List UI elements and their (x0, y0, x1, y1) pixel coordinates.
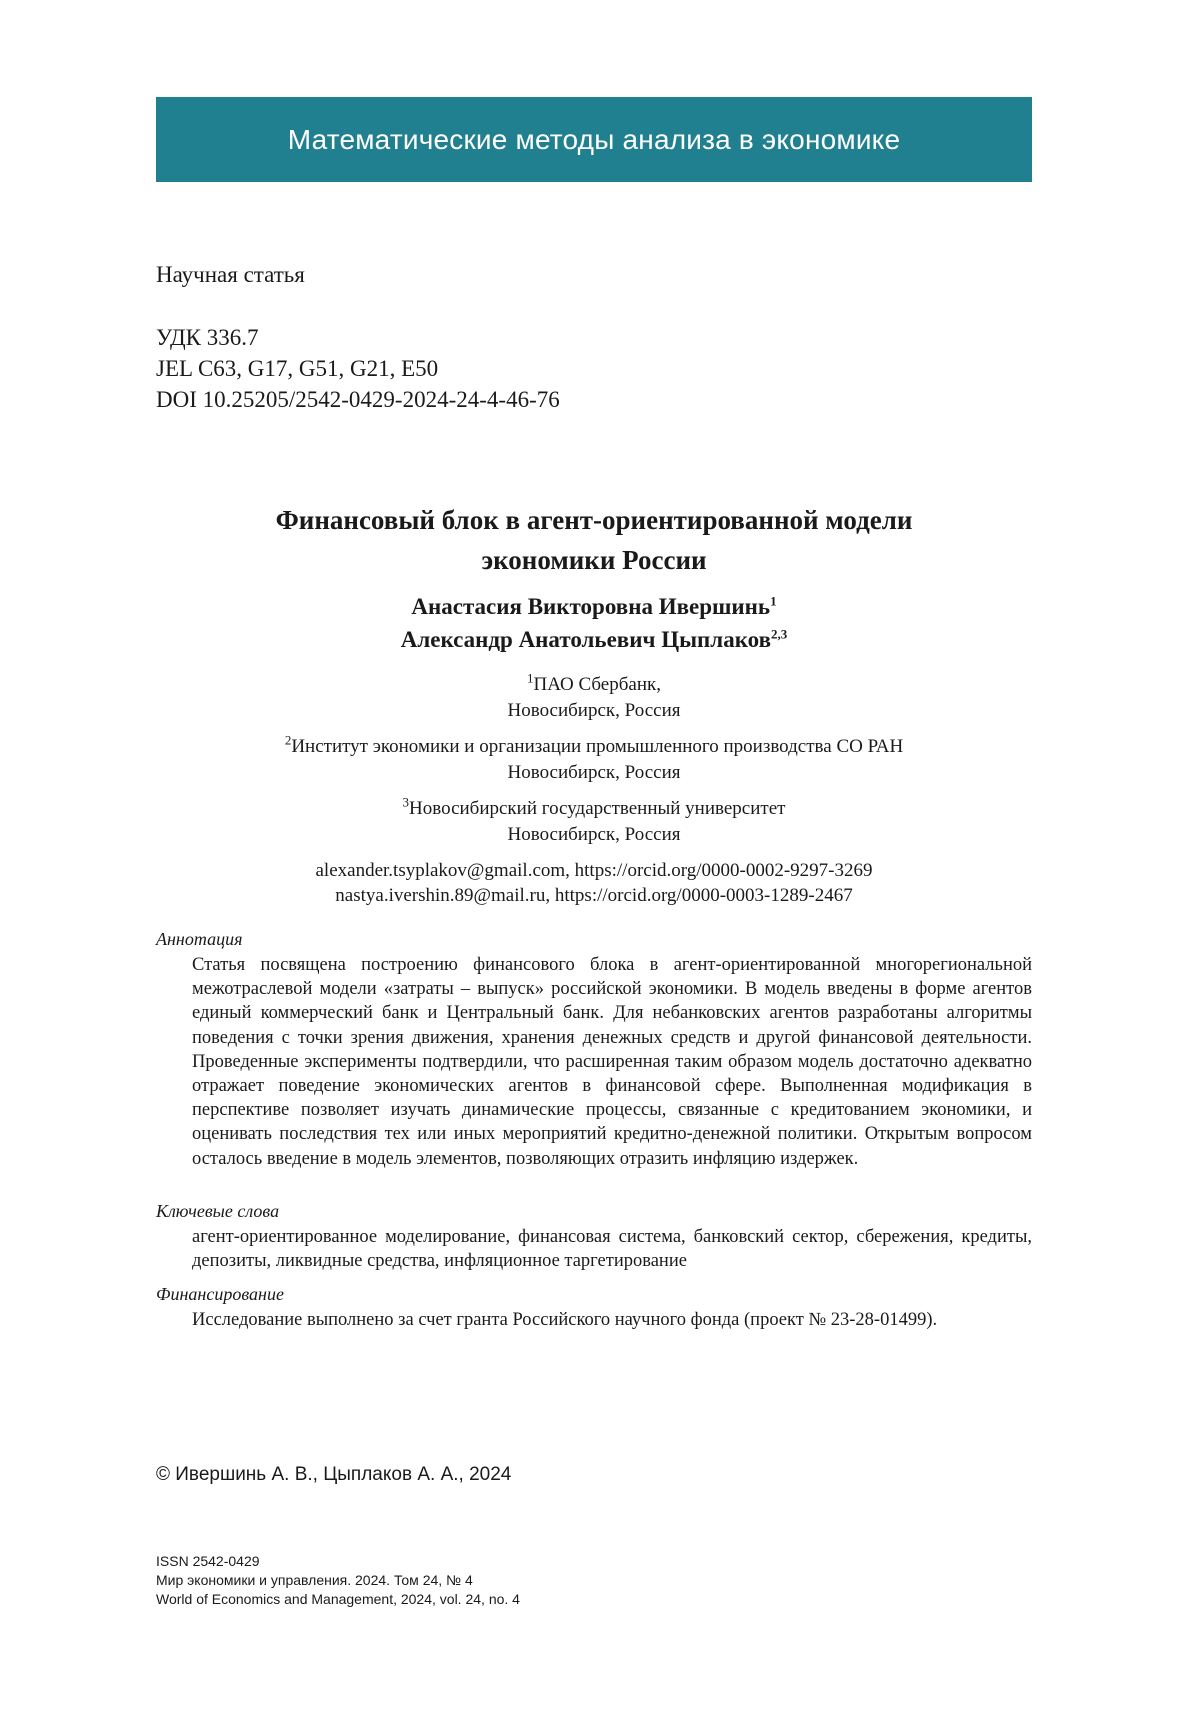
affiliation-3 (156, 796, 1032, 848)
abstract-label: Аннотация (156, 929, 243, 949)
copyright: © Ивершинь А. В., Цыплаков А. А., 2024 (156, 1464, 512, 1485)
affiliation-city: Новосибирск, Россия (507, 700, 681, 721)
jel-codes: JEL C63, G17, G51, G21, E50 (156, 356, 439, 381)
affiliation-number: 1 (527, 670, 534, 686)
keywords-text: агент-ориентированное моделирование, финансовая система, банковский сектор, сбережения, кредиты, депозиты, ликвидные средства, инфляционное таргетирование (192, 1227, 1032, 1272)
abstract-text: Статья посвящена построению финансового блока в агент-ориентированной многорегиональной межотраслевой модели «затраты – выпуск» российской экономики. В модель введены в форме агентов единый коммерческий банк и Центральный банк. Для небанковских агентов разработаны алгоритмы поведения с точки зрения движения, хранения денежных средств и другой финансовой деятельности. Проведенные эксперименты подтвердили, что расширенная таким образом модель достаточно адекватно отражает поведение экономических агентов в финансовой сфере. Выполненная модификация в перспективе позволяет изучать динамические процессы, связанные с кредитованием экономики, и оценивать последствия тех или иных мероприятий кредитно-денежной политики. Открытым вопросом осталось введение в модель элементов, позволяющих отразить инфляцию издержек. (192, 955, 1032, 1169)
article-title (156, 500, 1032, 580)
issn: ISSN 2542-0429 (156, 1553, 260, 1569)
affiliation-2 (156, 734, 1032, 786)
title-line-2: экономики России (481, 545, 707, 575)
author (156, 623, 1032, 656)
journal-citation-en: World of Economics and Management, 2024, vol. 24, no. 4 (156, 1591, 520, 1607)
funding-text: Исследование выполнено за счет гранта Российского научного фонда (проект № 23-28-01499). (192, 1310, 938, 1330)
affiliation-city: Новосибирск, Россия (507, 824, 681, 845)
authors (156, 590, 1032, 656)
author-contacts (156, 858, 1032, 908)
author-affiliation-ref: 2,3 (771, 626, 788, 642)
keywords-label: Ключевые слова (156, 1201, 280, 1221)
section-banner: Математические методы анализа в экономике (156, 97, 1032, 182)
affiliation-org: Новосибирский государственный университет (409, 798, 786, 819)
affiliation-1 (156, 672, 1032, 724)
affiliation-org: ПАО Сбербанк, (533, 674, 661, 695)
author (156, 590, 1032, 623)
contact-line: nastya.ivershin.89@mail.ru, https://orcid.org/0000-0003-1289-2467 (335, 885, 853, 906)
author-name: Анастасия Викторовна Ивершинь (411, 594, 771, 619)
funding-label: Финансирование (156, 1284, 284, 1304)
article-meta (156, 322, 560, 415)
affiliation-number: 2 (284, 732, 292, 748)
author-affiliation-ref: 1 (770, 593, 777, 609)
contact-line: alexander.tsyplakov@gmail.com, https://orcid.org/0000-0002-9297-3269 (315, 860, 873, 881)
udc-code: УДК 336.7 (156, 325, 259, 350)
affiliation-city: Новосибирск, Россия (507, 762, 681, 783)
journal-citation-ru: Мир экономики и управления. 2024. Том 24, № 4 (156, 1572, 473, 1588)
article-type: Научная статья (156, 262, 305, 287)
author-name: Александр Анатольевич Цыплаков (400, 627, 771, 652)
title-line-1: Финансовый блок в агент-ориентированной модели (275, 505, 913, 535)
affiliation-number: 3 (402, 794, 410, 810)
affiliation-org: Институт экономики и организации промышленного производства СО РАН (291, 736, 904, 757)
doi: DOI 10.25205/2542-0429-2024-24-4-46-76 (156, 387, 560, 412)
journal-footer (156, 1552, 520, 1609)
